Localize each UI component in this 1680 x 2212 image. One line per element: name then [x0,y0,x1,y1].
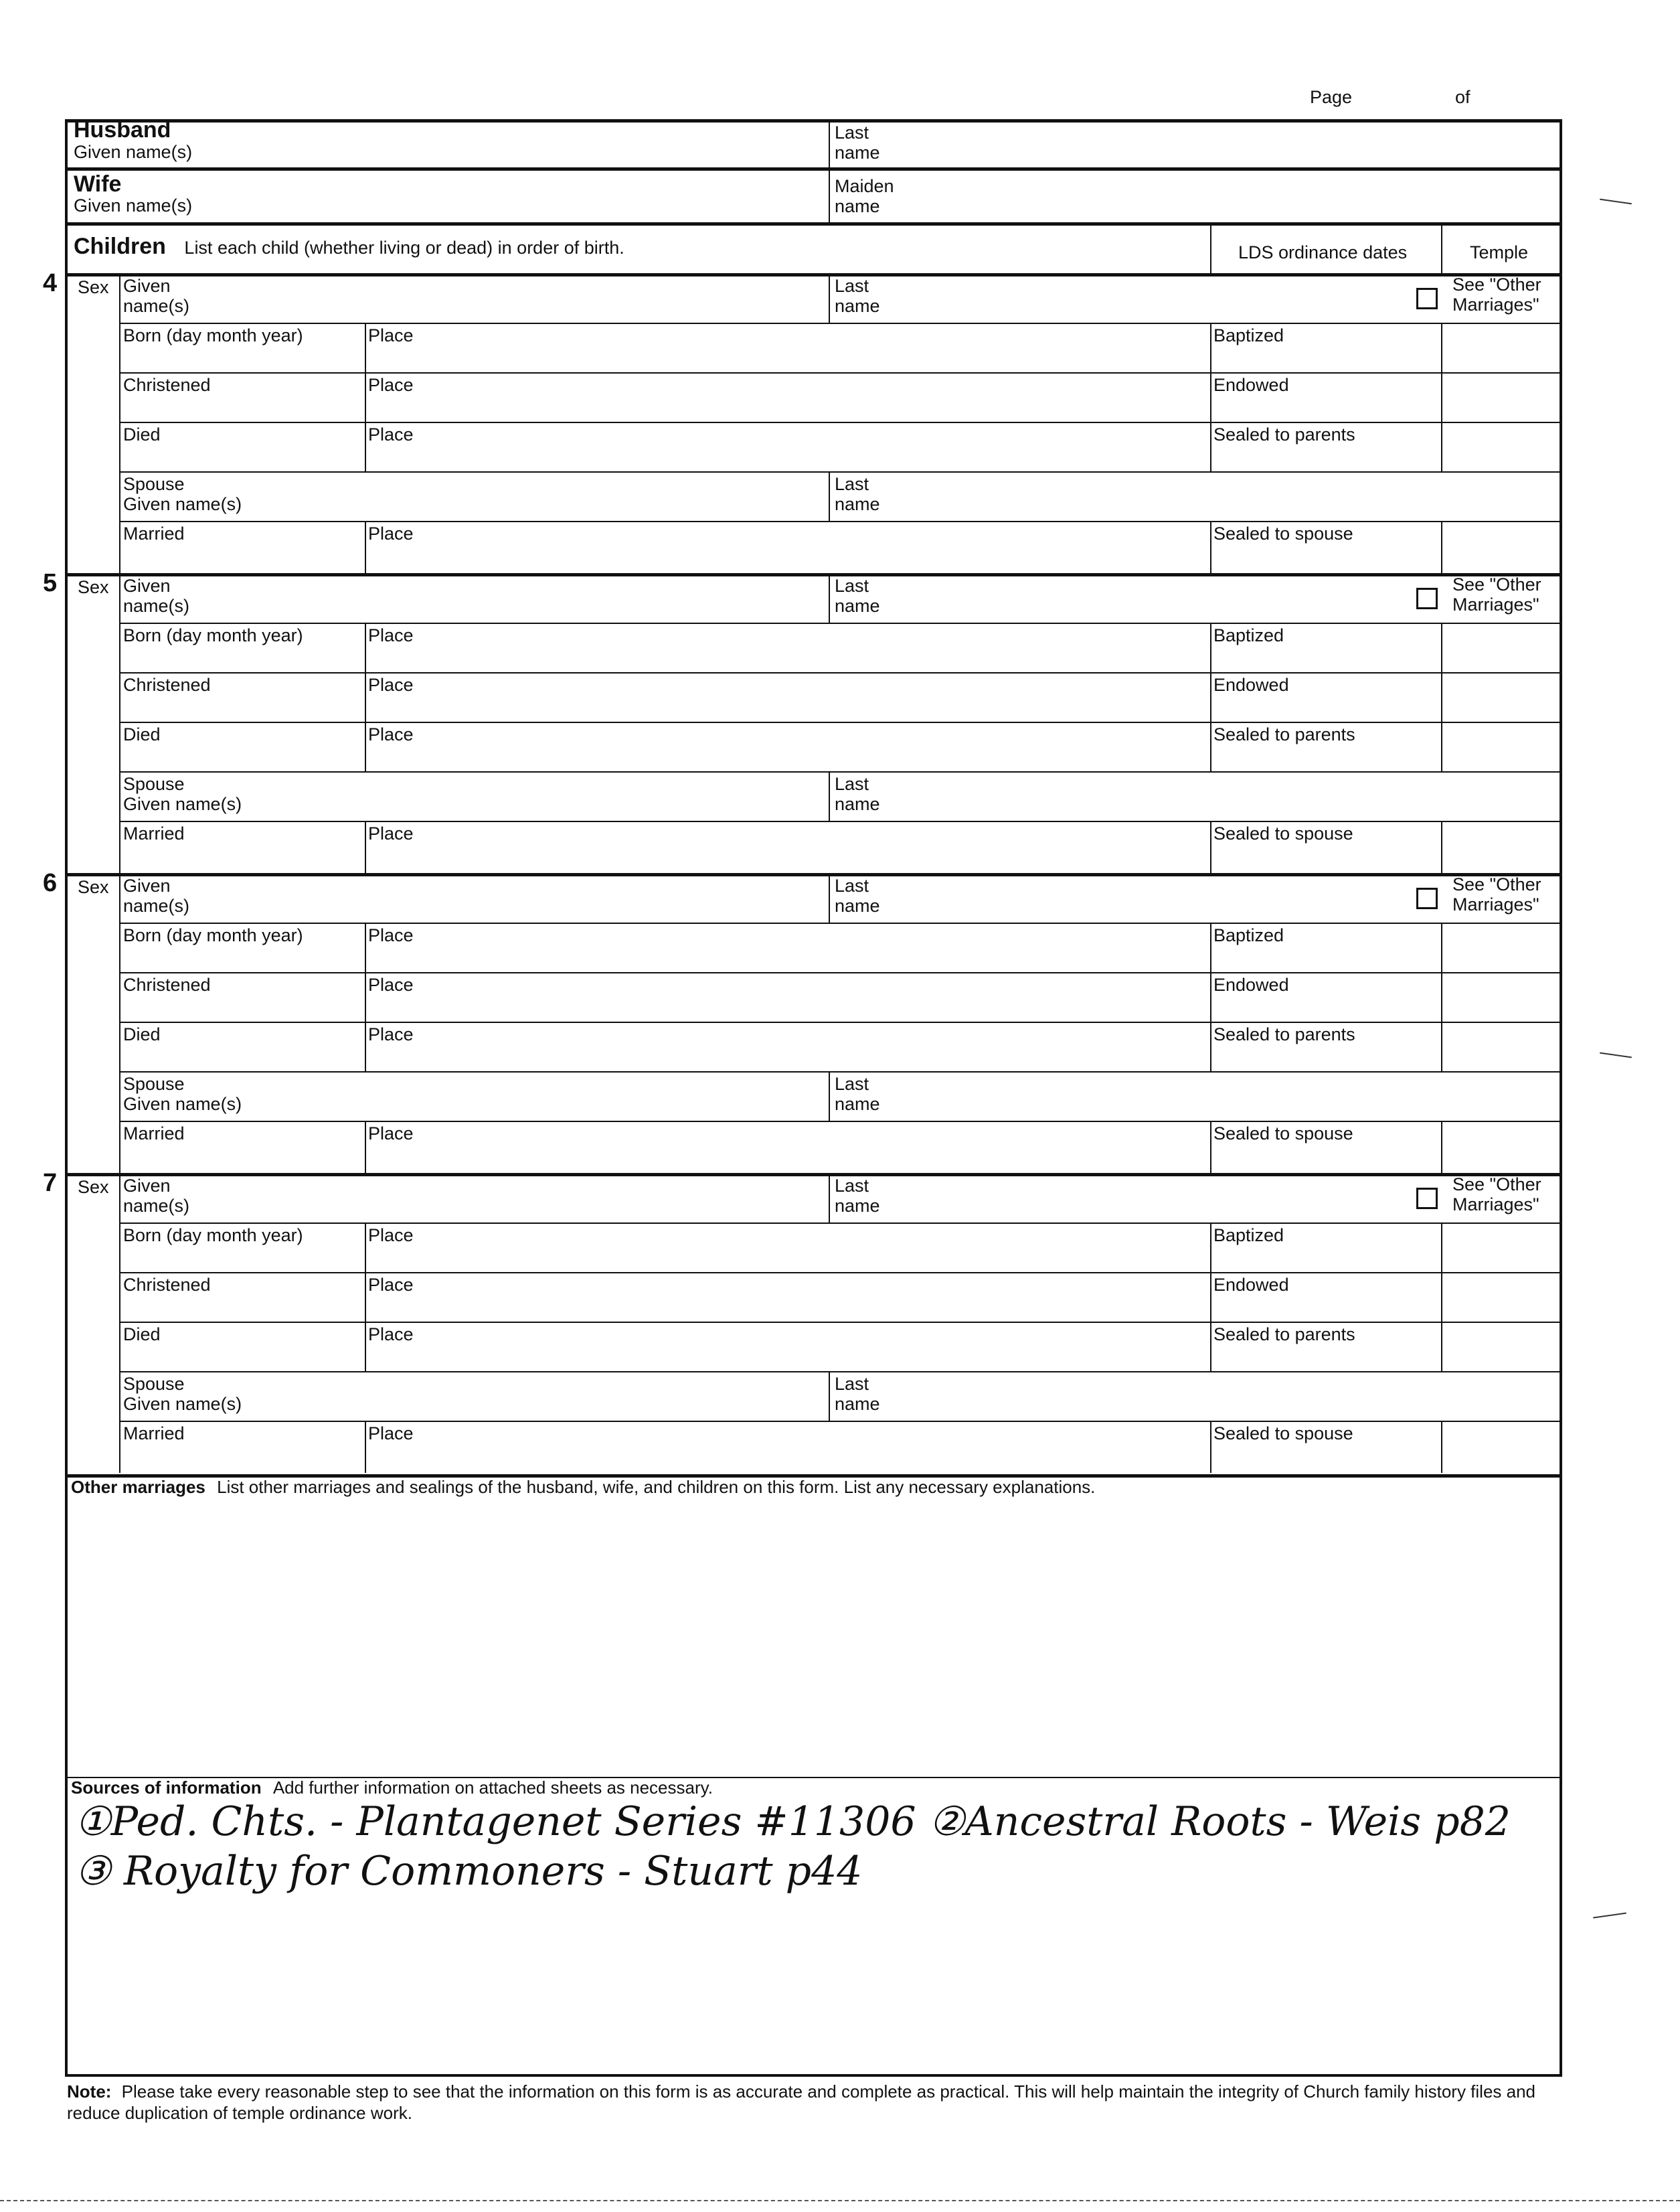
place-field[interactable] [428,1292,1198,1319]
date-field[interactable] [127,546,358,570]
place-label: Place [368,625,414,645]
child-row-rule [119,1371,1562,1372]
other-marriages-header [71,1477,1095,1497]
died-label: Died [123,424,161,445]
child-row-rule [119,323,1562,324]
born-label: Born (day month year) [123,925,303,945]
place-label: Place [368,1225,414,1245]
date-field[interactable] [127,846,358,870]
temple-header-divider [1441,224,1442,273]
died-label: Died [123,1024,161,1044]
child-row-rule [119,1322,1562,1323]
place-label: Place [368,375,414,395]
place-field[interactable] [428,643,1198,669]
child-last-name-field[interactable] [897,1178,1392,1218]
last-name-label: Last name [835,576,880,616]
last-name-label: Last name [835,876,880,916]
born-label: Born (day month year) [123,625,303,645]
place-column-divider [365,323,366,471]
temple-column-divider [1441,1121,1442,1173]
other-marriages-instruction: List other marriages and sealings of the husband, wife, and children on this form. List any necessary explanations. [217,1477,1096,1497]
place-field[interactable] [428,1443,1198,1470]
husband-given-name-field[interactable] [268,126,817,165]
child-last-name-field[interactable] [897,578,1392,619]
see-other-marriages-checkbox[interactable] [1416,888,1438,909]
given-name-label: Given name(s) [123,576,190,616]
margin-mark [1593,1913,1626,1919]
lds-column-divider [1210,521,1211,573]
ordinance-date-field[interactable] [1215,696,1436,719]
child-top-rule [65,873,1562,876]
baptized-label: Baptized [1213,1225,1284,1245]
couple-column-divider [829,121,830,222]
died-label: Died [123,724,161,744]
child-row-rule [119,972,1562,973]
place-label: Place [368,424,414,445]
spouse-given-name-field[interactable] [281,1374,817,1417]
note-block [67,2081,1566,2124]
see-other-marriages-label: See "Other Marriages" [1452,874,1541,915]
sources-header [71,1778,713,1798]
ordinance-date-field[interactable] [1215,996,1436,1019]
husband-last-name-label: Last name [835,123,880,163]
given-name-label: Given name(s) [123,876,190,916]
spouse-last-name-field[interactable] [897,774,1553,817]
sealed-to-parents-label: Sealed to parents [1213,724,1355,744]
child-given-name-field[interactable] [281,578,817,619]
bottom-scan-edge [0,2200,1680,2201]
child-number: 7 [43,1169,58,1197]
child-name-divider [829,273,830,323]
temple-column-divider [1441,623,1442,771]
place-field[interactable] [428,692,1198,719]
married-label: Married [123,1423,185,1443]
place-label: Place [368,325,414,345]
place-field[interactable] [428,943,1198,969]
child-inner-left-border [119,873,120,1173]
spouse-given-name-label: Spouse Given name(s) [123,1374,242,1414]
place-field[interactable] [428,1143,1198,1170]
sources-title: Sources of information [71,1778,262,1798]
child-row-rule [119,722,1562,723]
place-label: Place [368,1123,414,1143]
spouse-last-name-field[interactable] [897,1074,1553,1117]
see-other-marriages-label: See "Other Marriages" [1452,1174,1541,1214]
child-row-rule [119,372,1562,374]
lds-column-divider [1210,623,1211,771]
date-field[interactable] [127,647,358,669]
lds-column-divider [1210,1121,1211,1173]
lds-column-divider [1210,821,1211,873]
place-field[interactable] [428,343,1198,370]
child-number: 5 [43,569,58,597]
child-row-rule [119,521,1562,522]
child-row-rule [119,1022,1562,1023]
ordinance-date-field[interactable] [1215,396,1436,419]
temple-field[interactable] [1446,376,1558,418]
temple-header: Temple [1470,242,1529,262]
spouse-last-name-label: Last name [835,1074,880,1114]
wife-given-label: Given name(s) [74,195,193,216]
lds-column-divider [1210,1222,1211,1371]
place-label: Place [368,1275,414,1295]
date-field[interactable] [127,1146,358,1170]
ordinance-date-field[interactable] [1215,347,1436,370]
child-row-rule [119,1421,1562,1422]
place-label: Place [368,1324,414,1344]
born-label: Born (day month year) [123,325,303,345]
sealed-to-parents-label: Sealed to parents [1213,1324,1355,1344]
temple-field[interactable] [1446,526,1558,570]
place-column-divider [365,623,366,771]
husband-wife-divider [65,167,1562,171]
place-label: Place [368,675,414,695]
handwritten-source-line-1: ①Ped. Chts. - Plantagenet Series #11306 ②Ancestral Roots - Weis p82 [75,1798,1511,1845]
place-column-divider [365,923,366,1071]
sex-field[interactable] [70,300,114,320]
last-name-label: Last name [835,1176,880,1216]
margin-mark [1600,199,1632,205]
ordinance-date-field[interactable] [1215,1247,1436,1269]
date-field[interactable] [127,396,358,419]
date-field[interactable] [127,996,358,1019]
child-last-name-field[interactable] [897,878,1392,919]
child-row-rule [119,771,1562,773]
spouse-last-name-field[interactable] [897,1374,1553,1417]
sex-field[interactable] [70,900,114,920]
ordinance-date-field[interactable] [1215,1346,1436,1368]
margin-mark [1600,1052,1632,1058]
page-of-label: of [1455,87,1471,107]
child-given-name-field[interactable] [281,1178,817,1218]
child-inner-left-border [119,573,120,873]
wife-maiden-name-label: Maiden name [835,176,894,216]
place-label: Place [368,724,414,744]
wife-given-name-field[interactable] [268,174,817,218]
place-field[interactable] [428,992,1198,1019]
child-name-divider [829,573,830,623]
christened-label: Christened [123,375,211,395]
see-other-marriages-label: See "Other Marriages" [1452,574,1541,615]
lds-column-divider [1210,323,1211,471]
child-inner-left-border [119,1173,120,1473]
temple-field[interactable] [1446,1227,1558,1268]
place-label: Place [368,823,414,844]
form-top-rule [65,119,1562,123]
endowed-label: Endowed [1213,675,1289,695]
handwritten-source-line-2: ③ Royalty for Commoners - Stuart p44 [75,1848,863,1895]
ordinance-date-field[interactable] [1215,947,1436,969]
child-row-rule [119,821,1562,822]
child-row-rule [119,923,1562,924]
lds-column-divider [1210,923,1211,1071]
ordinance-date-field[interactable] [1215,446,1436,469]
child-row-rule [119,1272,1562,1273]
spouse-name-divider [829,771,830,821]
sealed-to-spouse-label: Sealed to spouse [1213,1423,1353,1443]
spouse-given-name-field[interactable] [281,1074,817,1117]
endowed-label: Endowed [1213,975,1289,995]
ordinance-date-field[interactable] [1215,1446,1436,1470]
sealed-to-parents-label: Sealed to parents [1213,424,1355,445]
christened-label: Christened [123,975,211,995]
born-label: Born (day month year) [123,1225,303,1245]
spouse-name-divider [829,471,830,521]
spouse-given-name-label: Spouse Given name(s) [123,774,242,814]
spouse-last-name-label: Last name [835,1374,880,1414]
see-other-marriages-checkbox[interactable] [1416,1188,1438,1209]
children-instruction: List each child (whether living or dead) in order of birth. [184,238,624,258]
temple-column-divider [1441,323,1442,471]
died-label: Died [123,1324,161,1344]
note-text: Please take every reasonable step to see that the information on this form is as accurate and complete as practical. This will help maintain the integrity of Church family history files and reduce duplication of temple ordinance work. [67,2081,1536,2123]
other-marriages-title: Other marriages [71,1477,205,1497]
ordinance-date-field[interactable] [1215,1046,1436,1069]
child-given-name-field[interactable] [281,279,817,319]
other-marriages-area[interactable] [74,1503,1553,1771]
child-row-rule [119,1071,1562,1073]
temple-column-divider [1441,521,1442,573]
baptized-label: Baptized [1213,925,1284,945]
child-row-rule [119,422,1562,423]
place-field[interactable] [428,544,1198,570]
place-field[interactable] [428,844,1198,870]
wife-maiden-name-field[interactable] [843,174,1553,218]
place-label: Place [368,925,414,945]
sealed-to-spouse-label: Sealed to spouse [1213,823,1353,844]
ordinance-date-field[interactable] [1215,1296,1436,1319]
christened-label: Christened [123,1275,211,1295]
place-field[interactable] [428,742,1198,769]
couple-bottom-rule [65,222,1562,226]
note-label: Note: [67,2081,112,2102]
spouse-last-name-field[interactable] [897,474,1553,517]
place-label: Place [368,1423,414,1443]
children-title: Children [74,234,166,259]
child-number: 6 [43,869,58,897]
endowed-label: Endowed [1213,1275,1289,1295]
sex-label: Sex [78,1177,109,1197]
married-label: Married [123,823,185,844]
place-field[interactable] [428,442,1198,469]
place-column-divider [365,1222,366,1371]
baptized-label: Baptized [1213,625,1284,645]
child-last-name-field[interactable] [897,279,1392,319]
married-label: Married [123,1123,185,1143]
date-field[interactable] [127,1046,358,1069]
temple-field[interactable] [1446,1126,1558,1170]
place-label: Place [368,1024,414,1044]
spouse-last-name-label: Last name [835,474,880,514]
place-column-divider [365,1421,366,1473]
sources-area[interactable] [74,1801,1553,2069]
child-given-name-field[interactable] [281,878,817,919]
christened-label: Christened [123,675,211,695]
spouse-given-name-label: Spouse Given name(s) [123,1074,242,1114]
ordinance-date-field[interactable] [1215,846,1436,870]
temple-column-divider [1441,1421,1442,1473]
temple-column-divider [1441,923,1442,1071]
date-field[interactable] [127,1446,358,1470]
sex-label: Sex [78,277,109,297]
child-row-rule [119,623,1562,624]
spouse-given-name-field[interactable] [281,474,817,517]
sex-field[interactable] [70,1200,114,1220]
temple-field[interactable] [1446,1276,1558,1318]
sex-field[interactable] [70,600,114,620]
child-row-rule [119,1222,1562,1224]
page-label: Page [1310,87,1353,107]
child-top-rule [65,1173,1562,1176]
lds-header-divider [1210,224,1211,273]
temple-field[interactable] [1446,976,1558,1018]
child-row-rule [119,1121,1562,1122]
child-top-rule [65,573,1562,576]
child-name-divider [829,873,830,923]
see-other-marriages-checkbox[interactable] [1416,288,1438,309]
given-name-label: Given name(s) [123,1176,190,1216]
sealed-to-parents-label: Sealed to parents [1213,1024,1355,1044]
temple-field[interactable] [1446,927,1558,968]
place-field[interactable] [428,1342,1198,1368]
place-column-divider [365,821,366,873]
temple-column-divider [1441,1222,1442,1371]
baptized-label: Baptized [1213,325,1284,345]
spouse-name-divider [829,1371,830,1421]
married-label: Married [123,524,185,544]
date-field[interactable] [127,746,358,769]
see-other-marriages-label: See "Other Marriages" [1452,274,1541,315]
child-inner-left-border [119,273,120,573]
child-name-divider [829,1173,830,1222]
place-label: Place [368,975,414,995]
child-row-rule [119,471,1562,473]
spouse-given-name-label: Spouse Given name(s) [123,474,242,514]
given-name-label: Given name(s) [123,276,190,316]
date-field[interactable] [127,1247,358,1269]
date-field[interactable] [127,347,358,370]
sealed-to-spouse-label: Sealed to spouse [1213,524,1353,544]
temple-field[interactable] [1446,1326,1558,1367]
place-field[interactable] [428,1243,1198,1269]
date-field[interactable] [127,446,358,469]
endowed-label: Endowed [1213,375,1289,395]
sex-label: Sex [78,577,109,597]
spouse-given-name-field[interactable] [281,774,817,817]
temple-field[interactable] [1446,627,1558,668]
ordinance-date-field[interactable] [1215,546,1436,570]
sex-label: Sex [78,877,109,897]
husband-given-label: Given name(s) [74,142,193,162]
sources-instruction: Add further information on attached sheets as necessary. [272,1778,713,1798]
last-name-label: Last name [835,276,880,316]
date-field[interactable] [127,1296,358,1319]
lds-column-divider [1210,1421,1211,1473]
place-field[interactable] [428,392,1198,419]
ordinance-date-field[interactable] [1215,746,1436,769]
sealed-to-spouse-label: Sealed to spouse [1213,1123,1353,1143]
place-label: Place [368,524,414,544]
lds-ordinance-dates-header: LDS ordinance dates [1238,242,1408,262]
spouse-name-divider [829,1071,830,1121]
husband-title: Husband [74,117,171,143]
ordinance-date-field[interactable] [1215,647,1436,669]
date-field[interactable] [127,1346,358,1368]
date-field[interactable] [127,696,358,719]
temple-field[interactable] [1446,676,1558,718]
temple-field[interactable] [1446,1426,1558,1470]
place-column-divider [365,521,366,573]
see-other-marriages-checkbox[interactable] [1416,588,1438,609]
temple-column-divider [1441,821,1442,873]
child-row-rule [119,672,1562,674]
wife-title: Wife [74,171,122,197]
husband-last-name-field[interactable] [843,126,1553,165]
child-number: 4 [43,269,58,297]
place-field[interactable] [428,1042,1198,1069]
child-top-rule [65,273,1562,276]
date-field[interactable] [127,947,358,969]
temple-field[interactable] [1446,726,1558,767]
spouse-last-name-label: Last name [835,774,880,814]
temple-field[interactable] [1446,426,1558,467]
temple-field[interactable] [1446,1026,1558,1067]
temple-field[interactable] [1446,826,1558,870]
temple-field[interactable] [1446,327,1558,368]
place-column-divider [365,1121,366,1173]
children-header [74,236,624,258]
ordinance-date-field[interactable] [1215,1146,1436,1170]
